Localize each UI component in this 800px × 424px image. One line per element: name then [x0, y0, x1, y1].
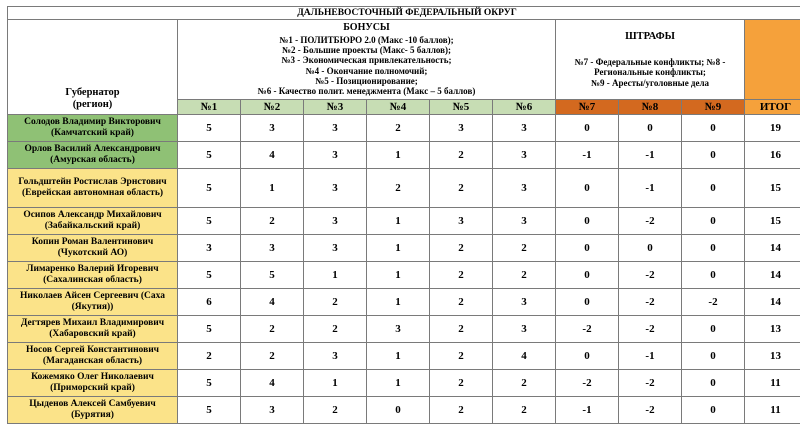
- score-cell: 0: [556, 289, 619, 316]
- score-cell: 5: [178, 169, 241, 208]
- score-cell: -1: [619, 142, 682, 169]
- score-cell: 3: [241, 397, 304, 424]
- region-title-row: [8, 7, 800, 20]
- score-cell: 3: [430, 208, 493, 235]
- governor-cell: [8, 142, 178, 169]
- score-cell: 0: [619, 235, 682, 262]
- score-cell: 0: [682, 397, 745, 424]
- score-cell: 3: [304, 208, 367, 235]
- score-cell: 1: [367, 343, 430, 370]
- score-cell: 3: [493, 289, 556, 316]
- score-cell: 6: [178, 289, 241, 316]
- score-cell: 2: [304, 289, 367, 316]
- score-cell: 2: [430, 289, 493, 316]
- bonus-line: №4 - Окончание полномочий;: [178, 66, 555, 76]
- score-cell: 2: [493, 235, 556, 262]
- column-header: №8: [619, 100, 682, 115]
- score-cell: 0: [682, 115, 745, 142]
- score-cell: 0: [682, 235, 745, 262]
- governor-name: Николаев Айсен Сергеевич (Саха: [10, 291, 175, 302]
- score-cell: 0: [556, 343, 619, 370]
- score-cell: -1: [619, 169, 682, 208]
- score-cell: 2: [241, 316, 304, 343]
- score-cell: 0: [556, 262, 619, 289]
- score-cell: 2: [430, 262, 493, 289]
- table-row: [8, 262, 800, 289]
- score-cell: 1: [304, 370, 367, 397]
- total-cell: 13: [745, 316, 800, 343]
- region-title: ДАЛЬНЕВОСТОЧНЫЙ ФЕДЕРАЛЬНЫЙ ОКРУГ: [8, 7, 800, 20]
- governor-header-line: (регион): [8, 99, 177, 111]
- score-cell: 2: [493, 370, 556, 397]
- score-cell: 3: [304, 343, 367, 370]
- total-header: ИТОГ: [745, 100, 800, 115]
- bonus-line: №6 - Качество полит. менеджмента (Макс – 5 баллов): [178, 86, 555, 96]
- score-cell: 0: [556, 235, 619, 262]
- penalty-line: №9 - Аресты/уголовные дела: [556, 78, 744, 88]
- score-cell: 1: [367, 208, 430, 235]
- table-row: [8, 316, 800, 343]
- score-cell: 2: [241, 208, 304, 235]
- governor-name: Кожемяко Олег Николаевич: [10, 372, 175, 383]
- score-cell: 1: [367, 289, 430, 316]
- score-cell: -2: [556, 316, 619, 343]
- score-cell: 4: [241, 370, 304, 397]
- bonus-line: №2 - Большие проекты (Макс- 5 баллов);: [178, 45, 555, 55]
- governor-name: Гольдштейн Ростислав Эрнстович: [10, 177, 175, 188]
- score-cell: 2: [304, 316, 367, 343]
- score-cell: 2: [241, 343, 304, 370]
- governor-cell: [8, 235, 178, 262]
- column-header: №3: [304, 100, 367, 115]
- score-cell: 2: [367, 169, 430, 208]
- governor-region: (Приморский край): [10, 383, 175, 394]
- score-cell: 1: [367, 262, 430, 289]
- score-cell: 1: [367, 370, 430, 397]
- score-cell: 5: [178, 316, 241, 343]
- governor-cell: [8, 208, 178, 235]
- score-cell: 0: [556, 115, 619, 142]
- governor-name: Носов Сергей Константинович: [10, 345, 175, 356]
- header-row: [8, 20, 800, 100]
- governor-region: (Магаданская область): [10, 356, 175, 367]
- score-cell: 0: [367, 397, 430, 424]
- governor-region: (Сахалинская область): [10, 275, 175, 286]
- score-cell: 0: [682, 343, 745, 370]
- score-cell: 2: [493, 397, 556, 424]
- score-cell: 2: [430, 169, 493, 208]
- governor-name: Лимаренко Валерий Игоревич: [10, 264, 175, 275]
- governor-region: (Чукотский АО): [10, 248, 175, 259]
- governor-name: Орлов Василий Александрович: [10, 144, 175, 155]
- score-cell: 0: [682, 142, 745, 169]
- column-header: №1: [178, 100, 241, 115]
- score-cell: 0: [682, 208, 745, 235]
- penalty-line: Региональные конфликты;: [556, 67, 744, 77]
- score-cell: 2: [430, 370, 493, 397]
- table-row: [8, 235, 800, 262]
- governor-region: (Камчатский край): [10, 128, 175, 139]
- score-cell: 3: [241, 235, 304, 262]
- column-header: №7: [556, 100, 619, 115]
- score-cell: 3: [304, 142, 367, 169]
- bonus-title: БОНУСЫ: [178, 22, 555, 34]
- score-cell: 3: [493, 115, 556, 142]
- governor-name: Цыденов Алексей Самбуевич: [10, 399, 175, 410]
- score-cell: 5: [178, 262, 241, 289]
- bonus-header: [178, 20, 556, 100]
- governor-header-line: Губернатор: [8, 87, 177, 99]
- score-cell: 3: [493, 316, 556, 343]
- bonus-line: №1 - ПОЛИТБЮРО 2.0 (Макс -10 баллов);: [178, 35, 555, 45]
- score-cell: 3: [178, 235, 241, 262]
- score-cell: -2: [619, 208, 682, 235]
- score-cell: 3: [304, 235, 367, 262]
- score-cell: 2: [367, 115, 430, 142]
- score-cell: 2: [430, 316, 493, 343]
- governor-name: Солодов Владимир Викторович: [10, 117, 175, 128]
- score-cell: 3: [493, 169, 556, 208]
- table-row: [8, 169, 800, 208]
- score-cell: 5: [241, 262, 304, 289]
- governor-cell: [8, 397, 178, 424]
- score-cell: 0: [682, 169, 745, 208]
- governor-region: (Еврейская автономная область): [10, 188, 175, 199]
- column-header: №6: [493, 100, 556, 115]
- governor-region: (Забайкальский край): [10, 221, 175, 232]
- total-cell: 11: [745, 370, 800, 397]
- bonus-line: №3 - Экономическая привлекательность;: [178, 55, 555, 65]
- score-cell: 2: [178, 343, 241, 370]
- score-cell: -2: [619, 370, 682, 397]
- governor-cell: [8, 343, 178, 370]
- score-cell: 0: [682, 316, 745, 343]
- score-cell: 5: [178, 115, 241, 142]
- score-cell: -1: [556, 142, 619, 169]
- column-header: №9: [682, 100, 745, 115]
- table-row: [8, 370, 800, 397]
- governor-cell: [8, 169, 178, 208]
- total-cell: 16: [745, 142, 800, 169]
- table-row: [8, 115, 800, 142]
- score-cell: 3: [304, 169, 367, 208]
- score-cell: -2: [619, 262, 682, 289]
- penalty-header: [556, 20, 745, 100]
- governor-name: Копин Роман Валентинович: [10, 237, 175, 248]
- total-cell: 13: [745, 343, 800, 370]
- total-cell: 15: [745, 208, 800, 235]
- score-cell: -2: [619, 316, 682, 343]
- table-body: [8, 115, 800, 424]
- score-cell: 0: [556, 208, 619, 235]
- governor-name: Осипов Александр Михайлович: [10, 210, 175, 221]
- score-cell: -2: [556, 370, 619, 397]
- table-row: [8, 289, 800, 316]
- table-row: [8, 142, 800, 169]
- score-cell: -2: [619, 289, 682, 316]
- score-cell: 5: [178, 208, 241, 235]
- score-cell: -1: [556, 397, 619, 424]
- score-cell: 3: [493, 142, 556, 169]
- score-cell: 2: [430, 235, 493, 262]
- score-cell: 0: [556, 169, 619, 208]
- score-cell: -2: [619, 397, 682, 424]
- score-cell: 2: [430, 343, 493, 370]
- bonus-line: №5 - Позиционирование;: [178, 76, 555, 86]
- score-cell: 3: [430, 115, 493, 142]
- total-cell: 14: [745, 235, 800, 262]
- governor-cell: [8, 289, 178, 316]
- governor-cell: [8, 115, 178, 142]
- table-row: [8, 397, 800, 424]
- total-cell: 11: [745, 397, 800, 424]
- total-cell: 14: [745, 262, 800, 289]
- score-cell: 3: [367, 316, 430, 343]
- score-cell: 1: [367, 142, 430, 169]
- penalty-line: №7 - Федеральные конфликты; №8 -: [556, 57, 744, 67]
- score-cell: 2: [430, 142, 493, 169]
- score-cell: -1: [619, 343, 682, 370]
- score-cell: 3: [304, 115, 367, 142]
- score-cell: 3: [241, 115, 304, 142]
- table-row: [8, 343, 800, 370]
- total-cell: 19: [745, 115, 800, 142]
- score-cell: 3: [493, 208, 556, 235]
- score-cell: 1: [304, 262, 367, 289]
- penalty-title: ШТРАФЫ: [556, 31, 744, 43]
- governor-region: (Амурская область): [10, 155, 175, 166]
- score-cell: 4: [493, 343, 556, 370]
- governor-header: [8, 20, 178, 115]
- score-cell: 1: [241, 169, 304, 208]
- score-cell: 4: [241, 289, 304, 316]
- score-cell: 4: [241, 142, 304, 169]
- governor-cell: [8, 262, 178, 289]
- score-cell: 2: [304, 397, 367, 424]
- score-cell: 5: [178, 370, 241, 397]
- governor-cell: [8, 316, 178, 343]
- total-header-block: [745, 20, 800, 100]
- score-cell: 0: [619, 115, 682, 142]
- governor-region: (Хабаровский край): [10, 329, 175, 340]
- score-cell: 0: [682, 262, 745, 289]
- score-cell: 2: [430, 397, 493, 424]
- table-row: [8, 208, 800, 235]
- governor-name: Дегтярев Михаил Владимирович: [10, 318, 175, 329]
- governor-region: (Бурятия): [10, 410, 175, 421]
- governor-cell: [8, 370, 178, 397]
- rating-table: [7, 6, 800, 424]
- governor-region: (Якутия)): [10, 302, 175, 313]
- column-header: №5: [430, 100, 493, 115]
- column-header: №4: [367, 100, 430, 115]
- score-cell: -2: [682, 289, 745, 316]
- column-header: №2: [241, 100, 304, 115]
- score-cell: 1: [367, 235, 430, 262]
- score-cell: 0: [682, 370, 745, 397]
- total-cell: 15: [745, 169, 800, 208]
- score-cell: 5: [178, 397, 241, 424]
- total-cell: 14: [745, 289, 800, 316]
- score-cell: 2: [493, 262, 556, 289]
- score-cell: 5: [178, 142, 241, 169]
